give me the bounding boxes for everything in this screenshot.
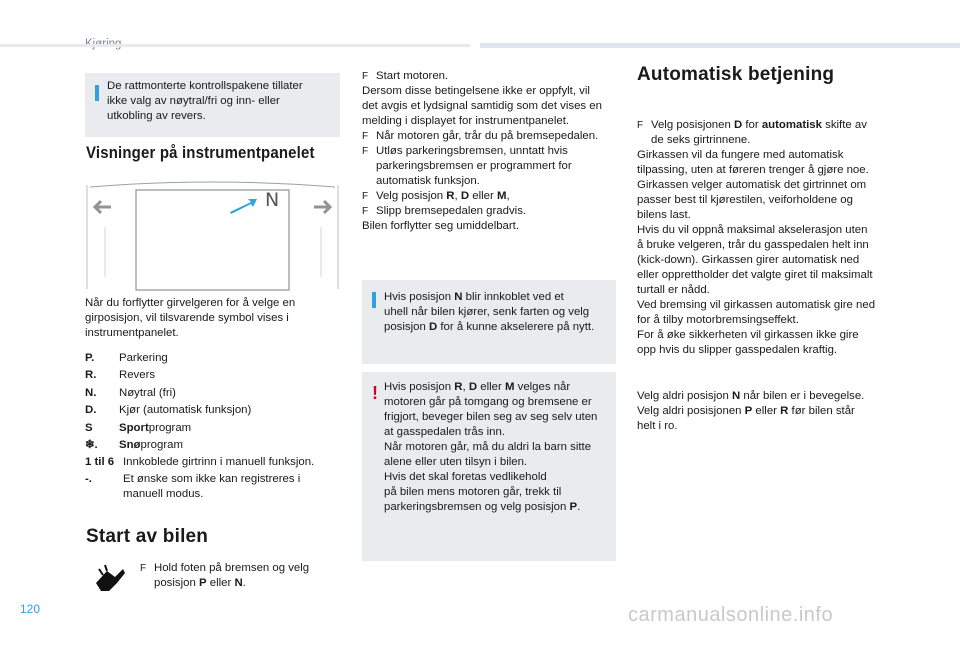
start-step-text: posisjon bbox=[154, 577, 199, 589]
text-bold: N bbox=[731, 390, 741, 402]
text-line: frigjort, beveger bilen seg av seg selv uten bbox=[384, 411, 598, 423]
watermark: carmanualsonline.info bbox=[628, 604, 834, 626]
warning-box bbox=[362, 372, 616, 561]
text-line: (kick-down). Girkassen girer automatisk ned bbox=[637, 254, 860, 266]
gear-row bbox=[85, 472, 345, 502]
start-step-bold: P bbox=[198, 577, 207, 589]
text-line: passer best til kjørestilen, veiforholdene og bbox=[637, 194, 853, 206]
gear-row bbox=[85, 402, 345, 419]
text-part: Velg posisjon bbox=[376, 190, 447, 202]
text-part: blir innkoblet ved et bbox=[462, 291, 564, 303]
text-part: Velg aldri posisjon bbox=[637, 390, 732, 402]
gear-value: Parkering bbox=[119, 352, 168, 364]
info-marker-icon bbox=[95, 85, 99, 101]
gear-key: R. bbox=[85, 369, 97, 382]
gear-key: 1 til 6 bbox=[85, 456, 115, 469]
text-line: tilpassing, uten at føreren trenger å gjøre noe. bbox=[637, 164, 869, 176]
text-line: uhell når bilen kjører, senk farten og velg bbox=[384, 306, 590, 318]
gear-value: Et ønske som ikke kan registreres i bbox=[123, 472, 301, 485]
text-line: Når motoren går, må du aldri la barn sitte bbox=[384, 441, 592, 453]
text-bold: R bbox=[454, 381, 463, 393]
start-step-text: eller bbox=[206, 577, 235, 589]
bullet-symbol: F bbox=[362, 191, 369, 202]
right-arrow-icon bbox=[314, 201, 330, 213]
start-step-text: . bbox=[242, 577, 246, 589]
text-part: Velg posisjonen bbox=[651, 119, 734, 131]
gear-value: Kjør (automatisk funksjon) bbox=[119, 404, 252, 417]
gear-row bbox=[85, 385, 345, 402]
info-line: utkobling av revers. bbox=[107, 110, 206, 122]
text-line: motoren går på tomgang og bremsene er bbox=[384, 396, 592, 408]
text-line: Hvis det skal foretas vedlikehold bbox=[384, 471, 547, 483]
text-line: eller opprettholder det valgte giret til maksimalt bbox=[637, 269, 873, 281]
text-bold: R bbox=[446, 190, 455, 202]
text-part: . bbox=[577, 501, 581, 513]
text-bold: D bbox=[428, 321, 438, 333]
text-bold: D bbox=[460, 190, 470, 202]
text-line: parkeringsbremsen er programmert for bbox=[376, 160, 572, 172]
text-line: automatisk funksjon. bbox=[376, 175, 480, 187]
text-part: når bilen er i bevegelse. bbox=[740, 390, 865, 402]
info-box-neutral bbox=[362, 280, 616, 364]
text-bold: M bbox=[496, 190, 507, 202]
gear-key: N. bbox=[85, 386, 97, 399]
text-line: For å øke sikkerheten vil girkassen ikke gire bbox=[637, 329, 859, 341]
section-title-visninger: Visninger på instrumentpanelet bbox=[86, 143, 315, 162]
text-line: melding i displayet for instrumentpanelet. bbox=[362, 115, 570, 127]
text-bold: D bbox=[468, 381, 478, 393]
text-part: eller bbox=[469, 190, 497, 202]
gear-value: manuell modus. bbox=[123, 487, 204, 500]
cluster-gear-letter: N bbox=[265, 189, 280, 211]
text-part: eller bbox=[752, 405, 781, 417]
text-part: for å kunne akselerere på nytt. bbox=[437, 321, 595, 333]
gear-key: D. bbox=[85, 404, 97, 417]
gear-value: Revers bbox=[119, 369, 156, 382]
header-accent-bar bbox=[480, 43, 960, 48]
text-line: at gasspedalen trås inn. bbox=[384, 426, 505, 438]
text-part: for bbox=[742, 119, 762, 131]
text-line: Bilen forflytter seg umiddelbart. bbox=[362, 220, 520, 232]
text-part: Hvis posisjon bbox=[384, 381, 455, 393]
text-bold: automatisk bbox=[761, 119, 822, 131]
direction-arrow-icon bbox=[230, 199, 257, 214]
left-arrow-icon bbox=[95, 201, 111, 213]
bullet-symbol: F bbox=[362, 146, 369, 157]
text-line: å bruke velgeren, trår du gasspedalen helt inn bbox=[637, 239, 869, 251]
text-line: på bilen mens motoren går, trekk til bbox=[384, 486, 562, 498]
info-line: De rattmonterte kontrollspakene tillater bbox=[107, 80, 303, 92]
text-line: Girkassen vil da fungere med automatisk bbox=[637, 149, 844, 161]
header-divider bbox=[0, 44, 470, 47]
bullet-symbol: F bbox=[362, 131, 369, 142]
gear-row bbox=[85, 367, 345, 384]
text-part: før bilen står bbox=[788, 405, 855, 417]
text-line: Når motoren går, trår du på bremsepedalen. bbox=[376, 130, 599, 142]
gear-row bbox=[85, 420, 345, 437]
text-line: Dersom disse betingelsene ikke er oppfylt, vil bbox=[362, 85, 590, 97]
warning-exclamation-icon: ! bbox=[372, 383, 378, 403]
text-line: Utløs parkeringsbremsen, unntatt hvis bbox=[376, 145, 568, 157]
text-part: , bbox=[462, 381, 469, 393]
right-column bbox=[637, 118, 897, 358]
text-line: turtall er nådd. bbox=[637, 284, 710, 296]
text-line: Ved bremsing vil girkassen automatisk gire ned bbox=[637, 299, 876, 311]
gear-list bbox=[85, 350, 345, 502]
gear-key: -. bbox=[85, 472, 92, 485]
text-part: posisjon bbox=[384, 321, 429, 333]
text-line: det avgis et lydsignal samtidig som det vises en bbox=[362, 100, 602, 112]
text-line: for å tilby motorbremsingseffekt. bbox=[637, 314, 799, 326]
cluster-svg bbox=[85, 177, 340, 291]
text-line: Girkassen velger automatisk det girtrinnet om bbox=[637, 179, 867, 191]
info-marker-icon bbox=[372, 292, 376, 308]
text-part: velges når bbox=[514, 381, 571, 393]
gear-row bbox=[85, 350, 345, 367]
text-part: , bbox=[506, 190, 510, 202]
bullet-symbol: F bbox=[362, 206, 369, 217]
text-line: alene eller uten tilsyn i bilen. bbox=[384, 456, 528, 468]
gear-value: Innkoblede girtrinn i manuell funksjon. bbox=[123, 456, 315, 469]
text-bold: D bbox=[733, 119, 743, 131]
text-line: Hvis du vil oppnå maksimal akselerasjon uten bbox=[637, 224, 868, 236]
start-step-bold: N bbox=[234, 577, 243, 589]
gear-value: Nøytral (fri) bbox=[119, 386, 176, 399]
section-title-automatisk: Automatisk betjening bbox=[637, 64, 835, 85]
gear-value-bold: Sport bbox=[119, 421, 149, 434]
snowflake-icon: ❄. bbox=[85, 439, 98, 452]
foot-on-brake-icon bbox=[93, 561, 127, 595]
text-line: bilens last. bbox=[637, 209, 691, 221]
gear-value: program bbox=[140, 439, 183, 452]
intro-line: girposisjon, vil tilsvarende symbol vises i bbox=[85, 312, 289, 324]
bullet-symbol: F bbox=[637, 120, 644, 131]
gear-key: S bbox=[85, 421, 93, 434]
start-step-line: Hold foten på bremsen og velg bbox=[154, 562, 310, 574]
text-line: Slipp bremsepedalen gradvis. bbox=[376, 205, 527, 217]
intro-line: Når du forflytter girvelgeren for å velge en bbox=[85, 297, 296, 309]
info-line: ikke valg av nøytral/fri og inn- eller bbox=[107, 95, 280, 107]
text-bold: P bbox=[569, 501, 578, 513]
instrument-cluster-illustration bbox=[85, 177, 340, 291]
text-part: parkeringsbremsen og velg posisjon bbox=[384, 501, 570, 513]
section-title-start: Start av bilen bbox=[86, 526, 209, 547]
text-line: opp hvis du slipper gasspedalen kraftig. bbox=[637, 344, 838, 356]
text-part: skifte av bbox=[821, 119, 867, 131]
text-part: Velg aldri posisjonen bbox=[637, 405, 745, 417]
text-line: helt i ro. bbox=[637, 420, 678, 432]
text-part: eller bbox=[477, 381, 505, 393]
text-bold: N bbox=[454, 291, 463, 303]
text-bold: R bbox=[780, 405, 789, 417]
bullet-symbol: F bbox=[362, 71, 369, 82]
page-number: 120 bbox=[20, 602, 41, 616]
text-part: Hvis posisjon bbox=[384, 291, 455, 303]
text-line: de seks girtrinnene. bbox=[651, 134, 751, 146]
middle-column bbox=[362, 69, 622, 234]
gear-value-bold: Snø bbox=[119, 439, 141, 452]
intro-line: instrumentpanelet. bbox=[85, 327, 179, 339]
gear-row bbox=[85, 437, 345, 454]
right-column-notes bbox=[637, 389, 897, 434]
text-part: , bbox=[454, 190, 461, 202]
text-bold: P bbox=[744, 405, 753, 417]
text-bold: M bbox=[504, 381, 515, 393]
info-box-steering-controls bbox=[85, 73, 340, 137]
text-line: Start motoren. bbox=[376, 70, 449, 82]
gear-value: program bbox=[148, 421, 192, 434]
gear-row bbox=[85, 454, 345, 471]
gear-key: P. bbox=[85, 352, 95, 364]
bullet-symbol: F bbox=[140, 563, 147, 574]
